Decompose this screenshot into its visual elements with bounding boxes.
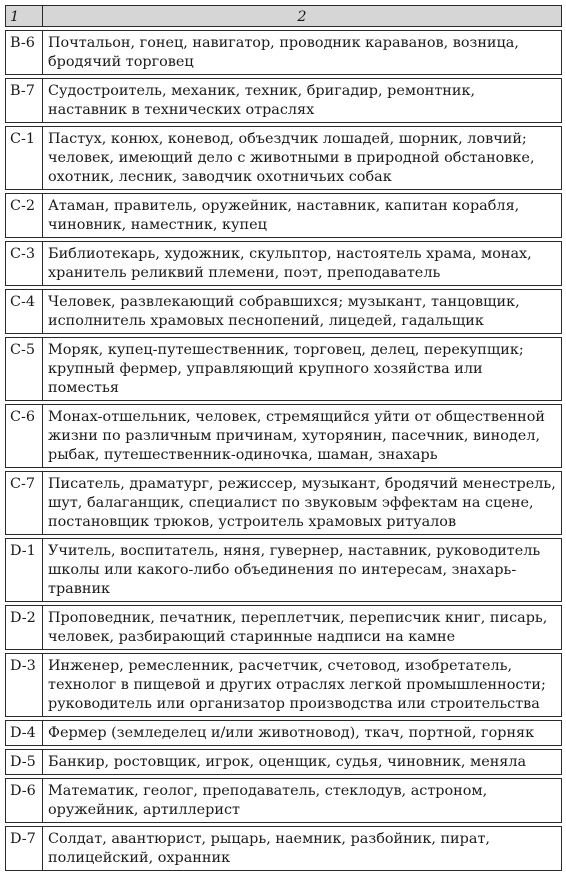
- row-code: C-2: [5, 193, 42, 238]
- row-description: Человек, развлекающий собравшихся; музыкант, танцовщик, исполнитель храмовых песнопений, лицедей, гадальщик: [42, 289, 562, 334]
- row-code: C-1: [5, 126, 42, 190]
- row-code: D-5: [5, 749, 42, 775]
- header-col-1: 1: [5, 5, 42, 27]
- table-row: [5, 404, 562, 468]
- row-description: Судостроитель, механик, техник, бригадир, ремонтник, наставник в технических отраслях: [42, 78, 562, 123]
- row-description: Атаман, правитель, оружейник, наставник, капитан корабля, чиновник, наместник, купец: [42, 193, 562, 238]
- row-code: B-7: [5, 78, 42, 123]
- row-code: C-4: [5, 289, 42, 334]
- row-code: D-4: [5, 720, 42, 746]
- table-body: [5, 30, 562, 871]
- table-row: [5, 778, 562, 823]
- row-description: Фермер (земледелец и/или животновод), ткач, портной, горняк: [42, 720, 562, 746]
- row-description: Библиотекарь, художник, скульптор, настоятель храма, монах, хранитель реликвий племени, поэт, преподаватель: [42, 241, 562, 286]
- row-code: C-6: [5, 404, 42, 468]
- row-description: Учитель, воспитатель, няня, гувернер, наставник, руководитель школы или какого-либо объединения по интересам, знахарь-травник: [42, 538, 562, 602]
- table-row: [5, 749, 562, 775]
- row-description: Математик, геолог, преподаватель, стеклодув, астроном, оружейник, артиллерист: [42, 778, 562, 823]
- table-row: [5, 241, 562, 286]
- row-description: Монах-отшельник, человек, стремящийся уйти от общественной жизни по различным причинам, хуторянин, пасечник, винодел, рыбак, путешественник-одиночка, шаман, знахарь: [42, 404, 562, 468]
- row-code: C-7: [5, 471, 42, 535]
- table-row: [5, 78, 562, 123]
- table-row: [5, 126, 562, 190]
- row-code: D-2: [5, 605, 42, 650]
- table-row: [5, 337, 562, 401]
- row-description: Проповедник, печатник, переплетчик, переписчик книг, писарь, человек, разбирающий старинные надписи на камне: [42, 605, 562, 650]
- row-description: Солдат, авантюрист, рыцарь, наемник, разбойник, пират, полицейский, охранник: [42, 826, 562, 871]
- table-row: [5, 538, 562, 602]
- table-row: [5, 826, 562, 871]
- row-description: Пастух, конюх, коневод, объездчик лошадей, шорник, ловчий; человек, имеющий дело с животными в природной обстановке, охотник, лесник, заводчик охотничьих собак: [42, 126, 562, 190]
- row-description: Писатель, драматург, режиссер, музыкант, бродячий менестрель, шут, балаганщик, специалист по звуковым эффектам на сцене, постановщик трюков, устроитель храмовых ритуалов: [42, 471, 562, 535]
- row-description: Почтальон, гонец, навигатор, проводник караванов, возница, бродячий торговец: [42, 30, 562, 75]
- row-description: Моряк, купец-путешественник, торговец, делец, перекупщик; крупный фермер, управляющий крупного хозяйства или поместья: [42, 337, 562, 401]
- row-description: Банкир, ростовщик, игрок, оценщик, судья, чиновник, меняла: [42, 749, 562, 775]
- table-row: [5, 289, 562, 334]
- row-description: Инженер, ремесленник, расчетчик, счетовод, изобретатель, технолог в пищевой и других отраслях легкой промышленности; руководитель или организатор производства или строительства: [42, 653, 562, 717]
- table-row: [5, 193, 562, 238]
- row-code: D-7: [5, 826, 42, 871]
- row-code: C-3: [5, 241, 42, 286]
- header-col-2: 2: [42, 5, 562, 27]
- professions-table: [5, 2, 562, 874]
- table-row: [5, 605, 562, 650]
- table-row: [5, 720, 562, 746]
- table-row: [5, 30, 562, 75]
- row-code: D-6: [5, 778, 42, 823]
- table-row: [5, 471, 562, 535]
- row-code: B-6: [5, 30, 42, 75]
- row-code: D-1: [5, 538, 42, 602]
- row-code: C-5: [5, 337, 42, 401]
- row-code: D-3: [5, 653, 42, 717]
- header-row: [5, 5, 562, 27]
- table-row: [5, 653, 562, 717]
